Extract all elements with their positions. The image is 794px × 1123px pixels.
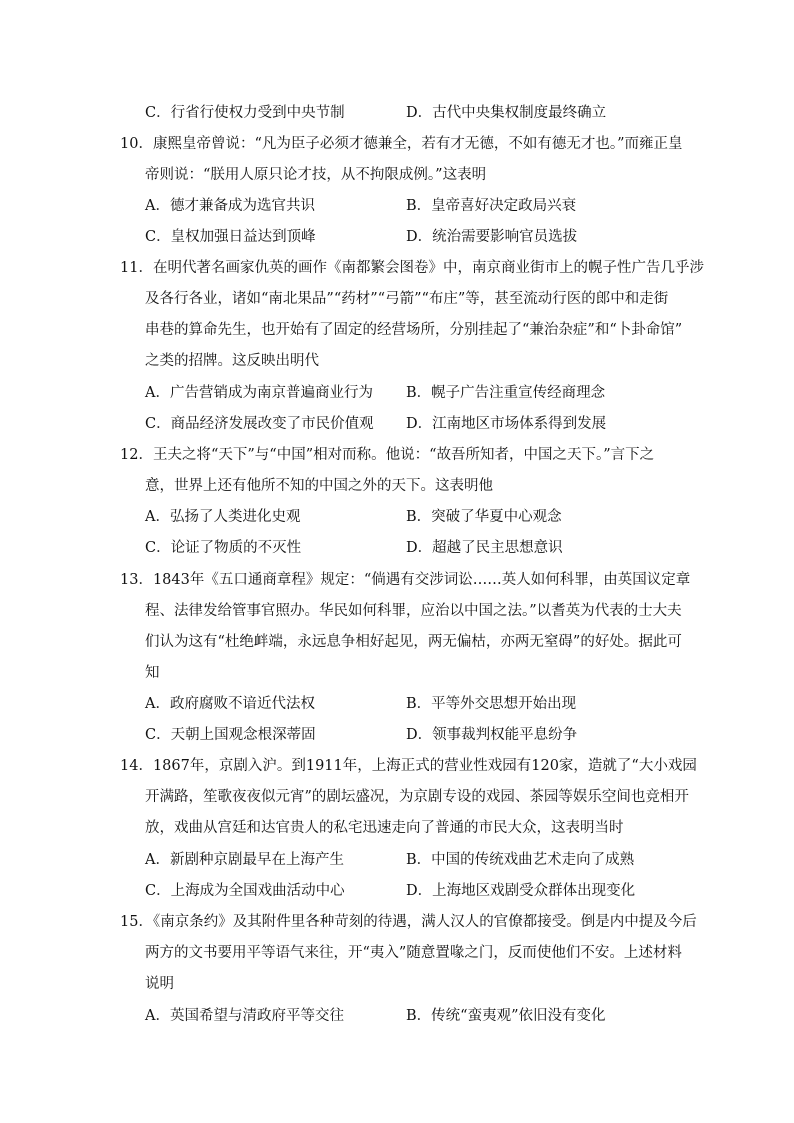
question-15-stem-line: 说明 (145, 976, 174, 992)
question-14-stem-line: 14．1867年，京剧入沪。到1911年，上海正式的营业性戏园有120家，造就了“大小戏园 (120, 758, 697, 774)
question-11-stem-line: 11．在明代著名画家仇英的画作《南都繁会图卷》中，南京商业街市上的幌子性广告几乎涉 (120, 260, 704, 276)
question-13-stem-line: 13．1843年《五口通商章程》规定：“倘遇有交涉词讼……英人如何科罪，由英国议定章 (120, 572, 691, 588)
option-15-a: A．英国希望与清政府平等交往 (145, 1008, 344, 1024)
question-12-stem-line: 12．王夫之将“天下”与“中国”相对而称。他说：“故吾所知者，中国之天下。”言下之 (120, 447, 655, 463)
question-number: 13． (120, 572, 153, 588)
question-14-stem-line: 开满路，笙歌夜夜似元宵”的剧坛盛况，为京剧专设的戏园、茶园等娱乐空间也竞相开 (145, 789, 689, 805)
option-13-c: C．天朝上国观念根深蒂固 (145, 727, 316, 743)
question-number: 11． (120, 260, 153, 276)
option-9-d: D．古代中央集权制度最终确立 (406, 105, 607, 121)
question-15-stem-line: 15．《南京条约》及其附件里各种苛刻的待遇，满人汉人的官僚都接受。倒是内中提及今后 (120, 914, 697, 930)
question-12-stem-line: 意，世界上还有他所不知的中国之外的天下。这表明他 (145, 478, 493, 494)
option-10-c: C．皇权加强日益达到顶峰 (145, 229, 316, 245)
option-12-b: B．突破了华夏中心观念 (406, 509, 562, 525)
option-11-b: B．幌子广告注重宣传经商理念 (406, 385, 606, 401)
question-10-stem-line: 10．康熙皇帝曾说：“凡为臣子必须才德兼全，若有才无德，不如有德无才也。”而雍正皇 (120, 136, 683, 152)
option-14-b: B．中国的传统戏曲艺术走向了成熟 (406, 852, 635, 868)
option-10-d: D．统治需要影响官员选拔 (406, 229, 578, 245)
option-12-a: A．弘扬了人类进化史观 (145, 509, 301, 525)
option-12-d: D．超越了民主思想意识 (406, 540, 563, 556)
question-number: 14． (120, 758, 153, 774)
option-11-c: C．商品经济发展改变了市民价值观 (145, 416, 374, 432)
option-14-c: C．上海成为全国戏曲活动中心 (145, 883, 345, 899)
option-9-c: C．行省行使权力受到中央节制 (145, 105, 345, 121)
question-11-stem-line: 之类的招牌。这反映出明代 (145, 353, 319, 369)
option-14-a: A．新剧种京剧最早在上海产生 (145, 852, 344, 868)
question-13-stem-line: 知 (145, 665, 160, 681)
option-13-a: A．政府腐败不谙近代法权 (145, 696, 315, 712)
question-15-stem-line: 两方的文书要用平等语气来往，开“夷入”随意置喙之门，反而使他们不安。上述材料 (145, 945, 682, 961)
option-11-d: D．江南地区市场体系得到发展 (406, 416, 607, 432)
question-number: 15． (120, 914, 153, 930)
option-14-d: D．上海地区戏剧受众群体出现变化 (406, 883, 636, 899)
option-12-c: C．论证了物质的不灭性 (145, 540, 302, 556)
question-13-stem-line: 程、法律发给管事官照办。华民如何科罪，应治以中国之法。”以耆英为代表的士大夫 (145, 603, 682, 619)
option-13-d: D．领事裁判权能平息纷争 (406, 727, 578, 743)
option-10-a: A．德才兼备成为选官共识 (145, 198, 315, 214)
option-11-a: A．广告营销成为南京普遍商业行为 (145, 385, 373, 401)
question-14-stem-line: 放，戏曲从宫廷和达官贵人的私宅迅速走向了普通的市民大众，这表明当时 (145, 820, 624, 836)
option-13-b: B．平等外交思想开始出现 (406, 696, 577, 712)
question-number: 10． (120, 136, 153, 152)
question-11-stem-line: 及各行各业，诸如“南北果品”“药材”“弓箭”“布庄”等，甚至流动行医的郎中和走街 (145, 291, 669, 307)
question-10-stem-line: 帝则说：“朕用人原只论才技，从不拘限成例。”这表明 (145, 167, 487, 183)
option-10-b: B．皇帝喜好决定政局兴衰 (406, 198, 577, 214)
question-number: 12． (120, 447, 153, 463)
option-15-b: B．传统“蛮夷观”依旧没有变化 (406, 1008, 606, 1024)
question-13-stem-line: 们认为这有“杜绝衅端，永远息争相好起见，两无偏枯，亦两无窒碍”的好处。据此可 (145, 634, 682, 650)
question-11-stem-line: 串巷的算命先生，也开始有了固定的经营场所，分别挂起了“兼治杂症”和“卜卦命馆” (145, 322, 683, 338)
